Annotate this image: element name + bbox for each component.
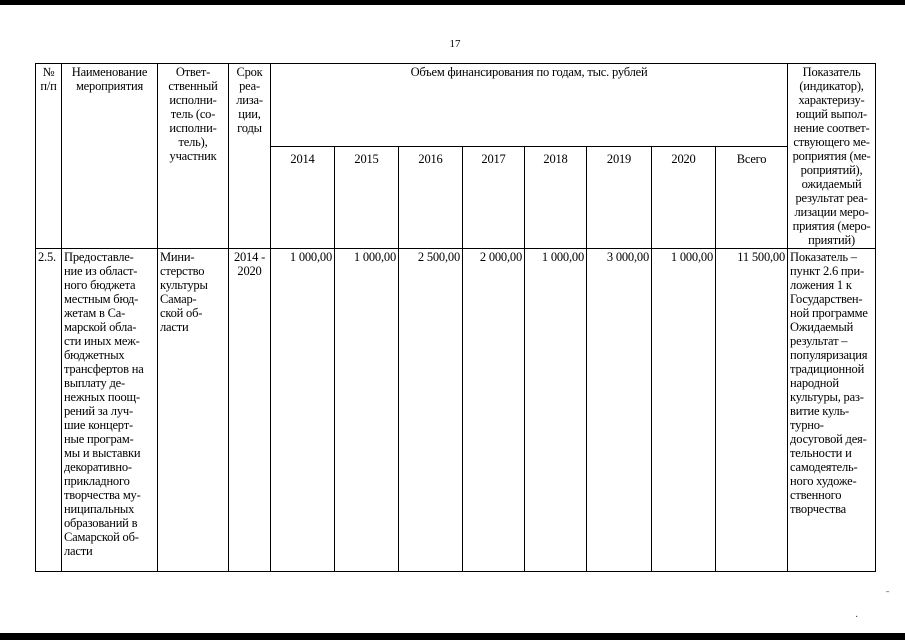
header-year: 2018 <box>525 146 587 248</box>
page-number: 17 <box>449 38 461 50</box>
row-value: 1 000,00 <box>525 249 587 572</box>
header-financing: Объем финансирования по годам, тыс. рублей <box>271 64 788 147</box>
table-header-row <box>36 64 876 147</box>
scan-speck: · <box>855 612 859 623</box>
row-indicator: Показатель – пункт 2.6 при- ложения 1 к Государствен- ной программе Ожидаемый результат – популяризация традиционной народной культуры, раз- витие куль- турно- досуговой дея- тельности и самодеятель- ного художе- ственного творчества <box>788 249 876 572</box>
row-value: 2 500,00 <box>399 249 463 572</box>
row-value: 3 000,00 <box>587 249 652 572</box>
financing-table <box>35 63 876 572</box>
row-responsible: Мини- стерство культуры Самар- ской об- ласти <box>158 249 229 572</box>
scan-speck: ˉ <box>886 590 890 601</box>
header-year: 2014 <box>271 146 335 248</box>
header-year: 2017 <box>463 146 525 248</box>
header-name: Наименование мероприятия <box>62 64 158 249</box>
row-num: 2.5. <box>36 249 62 572</box>
row-term: 2014 - 2020 <box>229 249 271 572</box>
header-term: Срок реа- лиза- ции, годы <box>229 64 271 249</box>
row-value: 2 000,00 <box>463 249 525 572</box>
top-scan-border <box>0 0 905 5</box>
row-value: 1 000,00 <box>335 249 399 572</box>
bottom-scan-border <box>0 633 905 640</box>
row-value: 1 000,00 <box>271 249 335 572</box>
header-year: 2019 <box>587 146 652 248</box>
row-value: 1 000,00 <box>652 249 716 572</box>
header-year: 2015 <box>335 146 399 248</box>
row-name: Предоставле- ние из област- ного бюджета местным бюд- жетам в Са- марской обла- сти иных меж- бюджетных трансфертов на выплату де- нежных поощ- рений за луч- шие концерт- ные програм- мы и выставки декоративно- прикладного творчества му- ниципальных образований в Самарской об- ласти <box>62 249 158 572</box>
row-total: 11 500,00 <box>716 249 788 572</box>
header-year: 2020 <box>652 146 716 248</box>
header-num: № п/п <box>36 64 62 249</box>
header-responsible: Ответ- ственный исполни- тель (со- исполни- тель), участник <box>158 64 229 249</box>
table-row <box>36 249 876 572</box>
header-indicator: Показатель (индикатор), характеризу- ющий выпол- нение соответ- ствующего ме- роприятия (ме- роприятий), ожидаемый результат реа- лизации меро- приятия (меро- приятий) <box>788 64 876 249</box>
header-year: 2016 <box>399 146 463 248</box>
header-total: Всего <box>716 146 788 248</box>
